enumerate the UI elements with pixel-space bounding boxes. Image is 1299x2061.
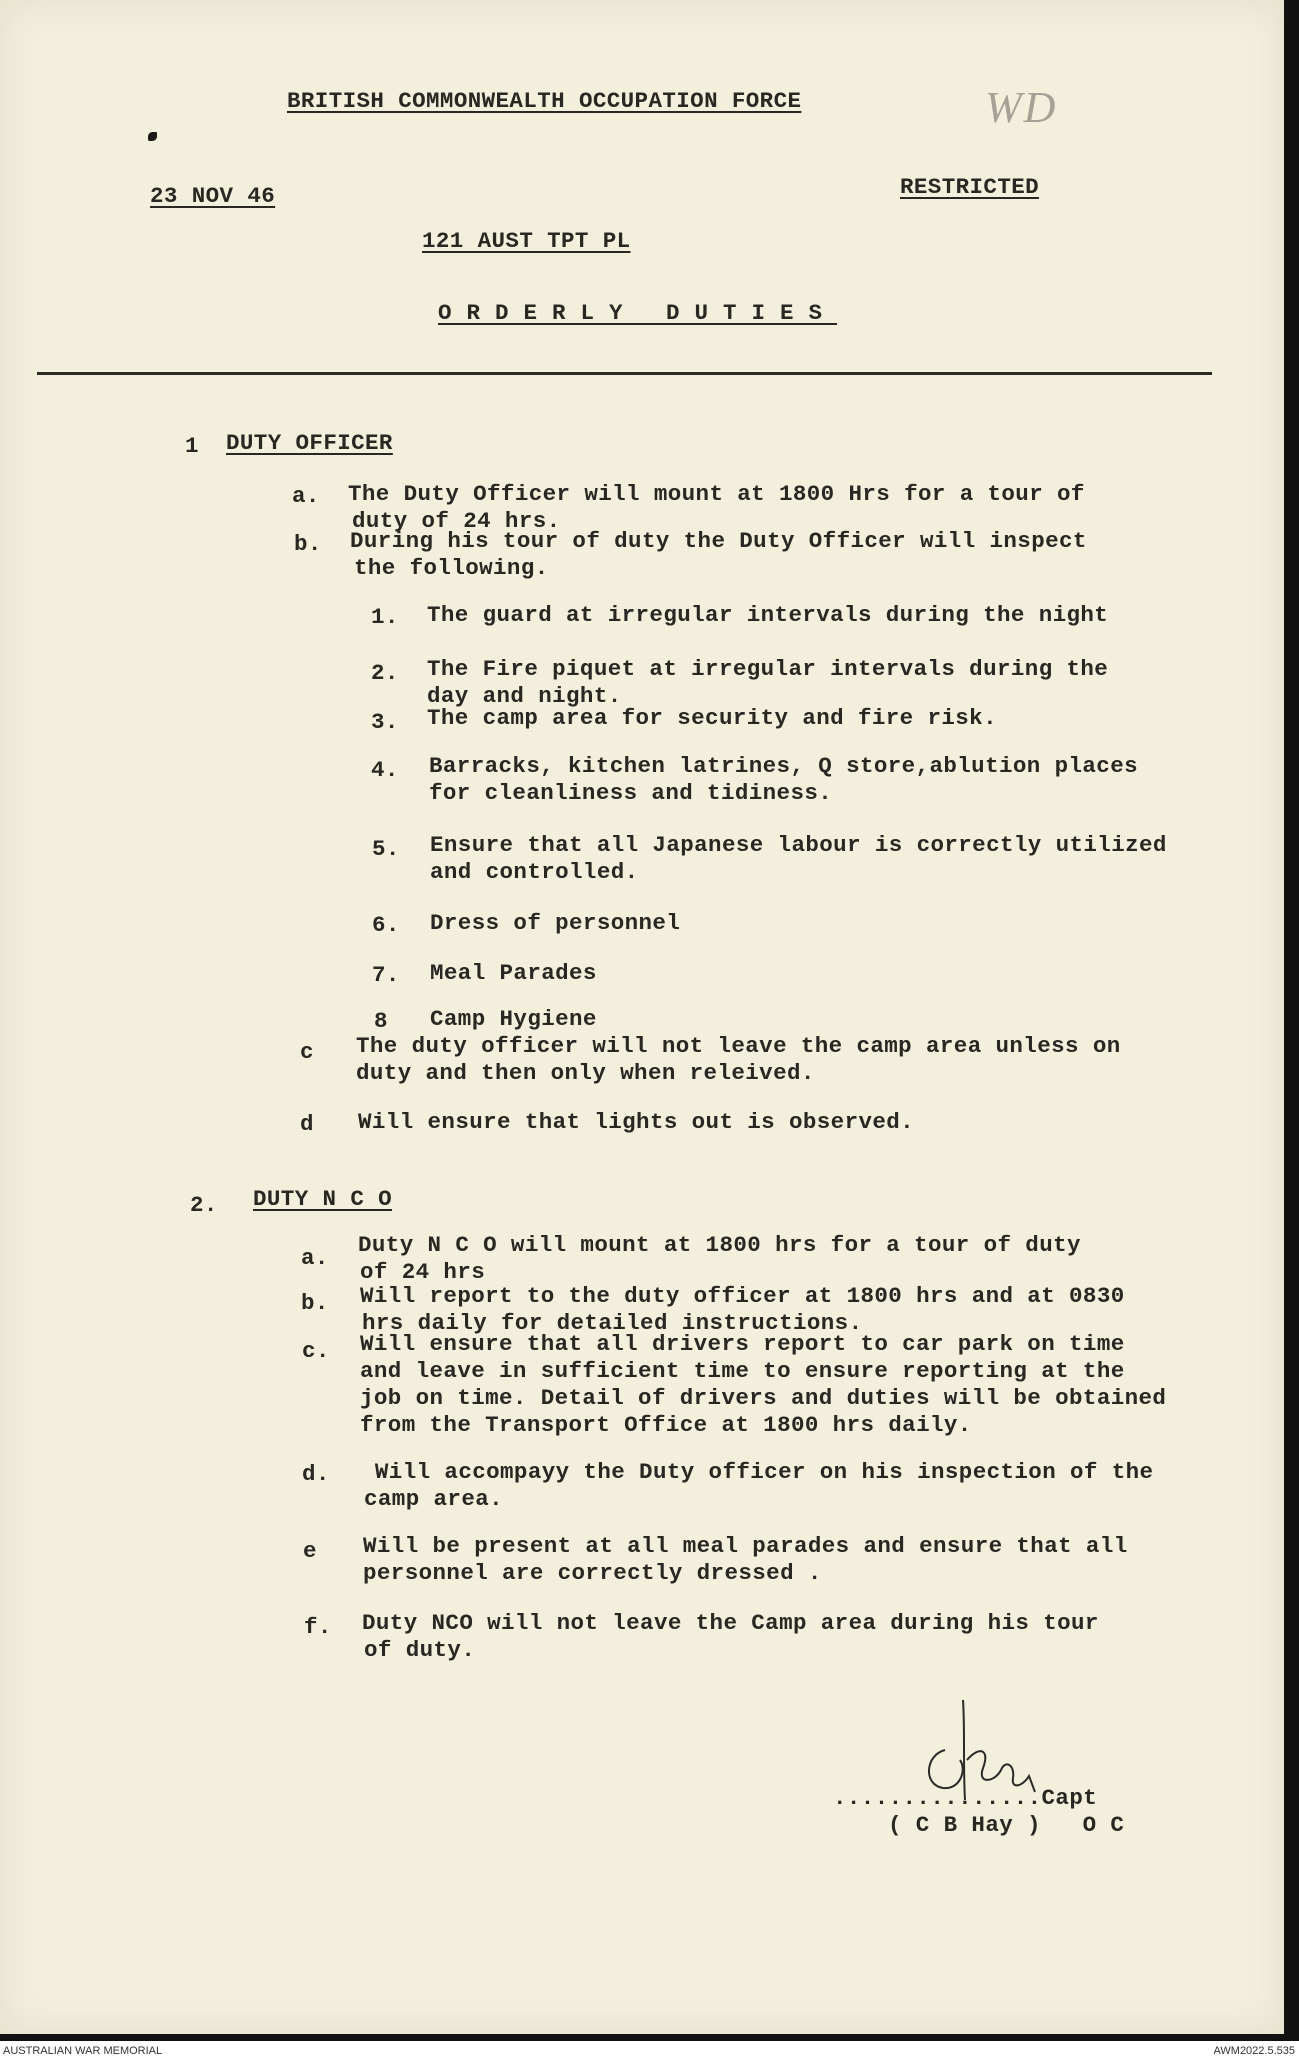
s2-e-line2: personnel are correctly dressed . — [363, 1560, 822, 1586]
document-date: 23 NOV 46 — [150, 183, 276, 209]
s1-c-letter: c — [300, 1039, 314, 1065]
s1-c-line2: duty and then only when releived. — [356, 1060, 815, 1086]
s1-item3-num: 3. — [371, 709, 399, 735]
s1-item4-num: 4. — [371, 757, 399, 783]
document-title: ORDERLY DUTIES — [438, 300, 838, 326]
s2-a-line1: Duty N C O will mount at 1800 hrs for a tour of duty — [358, 1232, 1081, 1258]
s2-c-line2: and leave in sufficient time to ensure reporting at the — [360, 1358, 1125, 1384]
s1-b-line2: the following. — [354, 555, 549, 581]
s1-item8-line1: Camp Hygiene — [430, 1006, 597, 1032]
signature-dots-rank: ...............Capt — [833, 1785, 1098, 1811]
s1-item4-line2: for cleanliness and tidiness. — [429, 780, 833, 806]
s2-c-line1: Will ensure that all drivers report to car park on time — [360, 1331, 1125, 1357]
s2-c-line3: job on time. Detail of drivers and duties will be obtained — [360, 1385, 1167, 1411]
s2-f-line2: of duty. — [364, 1637, 476, 1663]
section1-heading: DUTY OFFICER — [226, 430, 393, 456]
s2-b-line1: Will report to the duty officer at 1800 hrs and at 0830 — [360, 1283, 1125, 1309]
s1-item2-line2: day and night. — [427, 683, 622, 709]
s1-item6-num: 6. — [372, 912, 400, 938]
s1-item5-line1: Ensure that all Japanese labour is correctly utilized — [430, 832, 1167, 858]
s2-b-letter: b. — [301, 1290, 329, 1316]
section1-number: 1 — [185, 433, 199, 459]
s2-a-letter: a. — [301, 1245, 329, 1271]
s1-a-line2: duty of 24 hrs. — [352, 508, 561, 534]
s1-item3-line1: The camp area for security and fire risk. — [427, 705, 997, 731]
ink-blot — [148, 132, 157, 141]
s1-item2-line1: The Fire piquet at irregular intervals during the — [427, 656, 1109, 682]
signature-name-line: ( C B Hay ) O C — [888, 1812, 1125, 1838]
s1-item7-num: 7. — [372, 962, 400, 988]
archive-name: AUSTRALIAN WAR MEMORIAL — [3, 2045, 163, 2057]
s2-f-letter: f. — [304, 1614, 332, 1640]
s2-e-line1: Will be present at all meal parades and ensure that all — [363, 1533, 1128, 1559]
section2-heading: DUTY N C O — [253, 1186, 393, 1212]
margin-annotation: WD — [985, 83, 1058, 132]
s1-item8-num: 8 — [374, 1008, 388, 1034]
s1-item4-line1: Barracks, kitchen latrines, Q store,ablution places — [429, 753, 1139, 779]
s2-c-line4: from the Transport Office at 1800 hrs daily. — [360, 1412, 972, 1438]
s1-b-letter: b. — [294, 531, 322, 557]
s1-d-letter: d — [300, 1111, 314, 1137]
s1-item5-line2: and controlled. — [430, 859, 639, 885]
s1-item7-line1: Meal Parades — [430, 960, 597, 986]
s1-b-line1: During his tour of duty the Duty Officer will inspect — [350, 528, 1087, 554]
s2-e-letter: e — [303, 1538, 317, 1564]
unit-designation: 121 AUST TPT PL — [422, 228, 631, 254]
section2-number: 2. — [190, 1192, 218, 1218]
s1-item6-line1: Dress of personnel — [430, 910, 681, 936]
s2-d-line2: camp area. — [364, 1486, 504, 1512]
s1-c-line1: The duty officer will not leave the camp area unless on — [356, 1033, 1121, 1059]
s1-item5-num: 5. — [372, 836, 400, 862]
s1-item1-line1: The guard at irregular intervals during the night — [427, 602, 1109, 628]
s1-a-line1: The Duty Officer will mount at 1800 Hrs for a tour of — [348, 481, 1085, 507]
s2-b-line2: hrs daily for detailed instructions. — [362, 1310, 863, 1336]
force-name: BRITISH COMMONWEALTH OCCUPATION FORCE — [287, 88, 802, 114]
header-rule — [37, 372, 1212, 375]
s2-a-line2: of 24 hrs — [360, 1259, 486, 1285]
archive-reference: AWM2022.5.535 — [1213, 2045, 1295, 2057]
s2-c-letter: c. — [302, 1338, 330, 1364]
s1-item2-num: 2. — [371, 660, 399, 686]
s2-d-letter: d. — [302, 1461, 330, 1487]
s1-item1-num: 1. — [371, 604, 399, 630]
classification-marking: RESTRICTED — [900, 174, 1040, 200]
s2-d-line1: Will accompayy the Duty officer on his inspection of the — [361, 1459, 1154, 1485]
s1-d-line1: Will ensure that lights out is observed. — [358, 1109, 915, 1135]
s1-a-letter: a. — [292, 483, 320, 509]
archive-footer — [0, 2041, 1299, 2061]
s2-f-line1: Duty NCO will not leave the Camp area during his tour — [362, 1610, 1099, 1636]
